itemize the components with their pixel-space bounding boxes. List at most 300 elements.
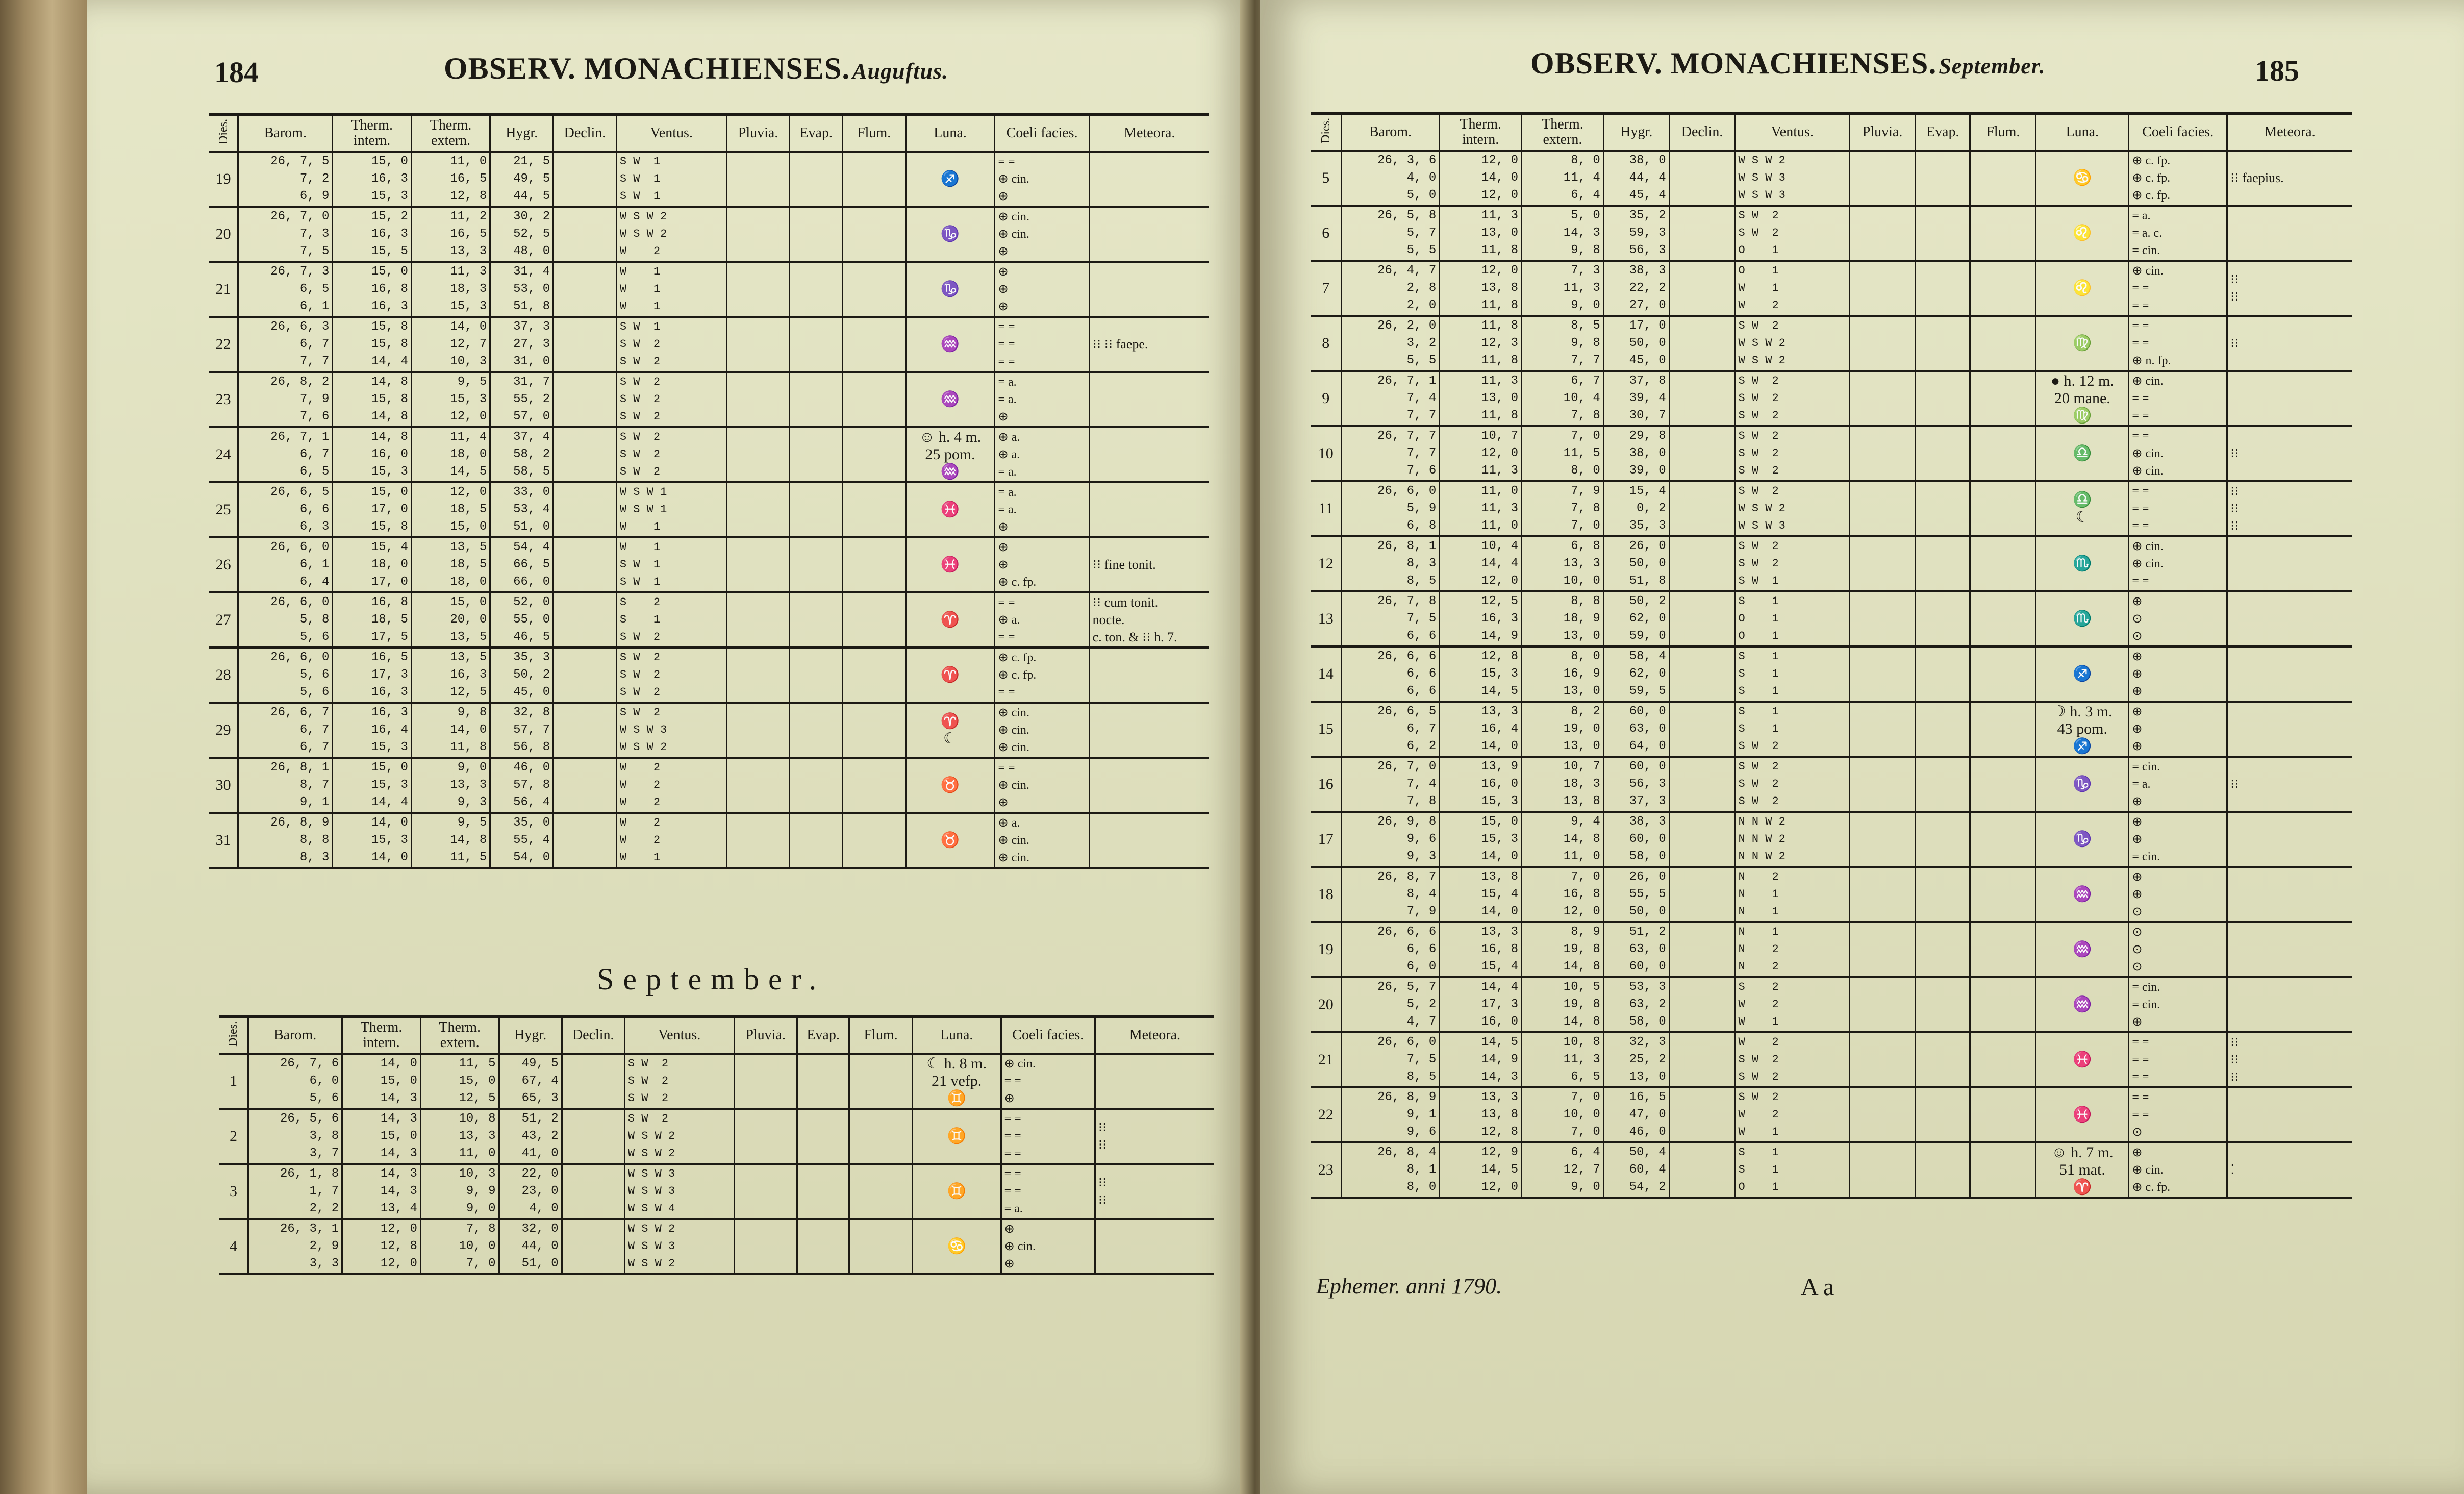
moon-cell: ♓ <box>2036 1087 2129 1142</box>
evaporation-cell <box>797 1164 849 1219</box>
barometer-cell: 26, 6, 0 6, 1 6, 4 <box>238 537 333 592</box>
evaporation-cell <box>1915 646 1970 702</box>
river-cell <box>842 372 906 427</box>
moon-cell: ♒ <box>2036 977 2129 1032</box>
moon-cell: ♓ <box>2036 1032 2129 1087</box>
table-row <box>1311 481 2352 536</box>
meteora-cell <box>2227 206 2352 261</box>
day-cell: 21 <box>209 262 238 317</box>
therm-intern-cell: 15, 0 16, 8 16, 3 <box>333 262 411 317</box>
therm-extern-cell: 8, 5 9, 8 7, 7 <box>1522 316 1604 371</box>
therm-intern-cell: 16, 3 16, 4 15, 3 <box>333 703 411 758</box>
declination-cell <box>1669 426 1735 481</box>
footer-note: Ephemer. anni 1790. <box>1316 1274 1502 1299</box>
table-header <box>219 1017 1214 1054</box>
column-header: Luna. <box>2036 114 2129 151</box>
sky-cell: ⊕ cin. = = = = <box>2129 261 2227 316</box>
river-cell <box>1970 1142 2036 1198</box>
rain-cell <box>726 317 790 372</box>
evaporation-cell <box>790 482 842 537</box>
table-row <box>1311 426 2352 481</box>
column-header: Barom. <box>248 1017 342 1054</box>
right-page <box>1260 0 2464 1494</box>
column-header: Dies. <box>209 115 238 152</box>
barometer-cell: 26, 9, 8 9, 6 9, 3 <box>1341 812 1440 867</box>
meteora-cell <box>1089 152 1209 207</box>
therm-extern-cell: 8, 0 11, 4 6, 4 <box>1522 151 1604 206</box>
declination-cell <box>1669 702 1735 757</box>
therm-intern-cell: 11, 8 12, 3 11, 8 <box>1440 316 1522 371</box>
evaporation-cell <box>1915 261 1970 316</box>
moon-cell: ☺ h. 4 m. 25 pom. ♒ <box>906 427 995 482</box>
river-cell <box>842 592 906 648</box>
table-row <box>209 372 1209 427</box>
sky-cell: ⊕ ⊕ ⊕ <box>995 262 1089 317</box>
table-row <box>209 152 1209 207</box>
rain-cell <box>1850 481 1916 536</box>
barometer-cell: 26, 6, 0 5, 8 5, 6 <box>238 592 333 648</box>
evaporation-cell <box>797 1054 849 1109</box>
evaporation-cell <box>790 207 842 262</box>
barometer-cell: 26, 6, 6 6, 6 6, 0 <box>1341 922 1440 977</box>
meteora-cell <box>2227 702 2352 757</box>
hygrometer-cell: 35, 3 50, 2 45, 0 <box>490 648 554 703</box>
barometer-cell: 26, 8, 9 9, 1 9, 6 <box>1341 1087 1440 1142</box>
therm-intern-cell: 15, 8 15, 8 14, 4 <box>333 317 411 372</box>
table-row <box>1311 867 2352 922</box>
day-cell: 24 <box>209 427 238 482</box>
therm-intern-cell: 15, 0 17, 0 15, 8 <box>333 482 411 537</box>
hygrometer-cell: 38, 3 22, 2 27, 0 <box>1603 261 1669 316</box>
sky-cell: = cin. = a. ⊕ <box>2129 757 2227 812</box>
hygrometer-cell: 35, 2 59, 3 56, 3 <box>1603 206 1669 261</box>
therm-extern-cell: 9, 8 14, 0 11, 8 <box>411 703 490 758</box>
table-row <box>209 207 1209 262</box>
river-cell <box>849 1219 912 1274</box>
rain-cell <box>1850 867 1916 922</box>
column-header: Meteora. <box>2227 114 2352 151</box>
day-cell: 22 <box>1311 1087 1341 1142</box>
column-header: Therm. intern. <box>333 115 411 152</box>
wind-cell: O 1 W 1 W 2 <box>1735 261 1850 316</box>
wind-cell: W S W 3 W S W 3 W S W 4 <box>624 1164 734 1219</box>
meteora-cell: ⁝⁝ ⁝⁝ ⁝⁝ <box>2227 481 2352 536</box>
therm-intern-cell: 13, 9 16, 0 15, 3 <box>1440 757 1522 812</box>
wind-cell: S W 1 S W 1 S W 1 <box>616 152 726 207</box>
barometer-cell: 26, 7, 7 7, 7 7, 6 <box>1341 426 1440 481</box>
moon-cell: ● h. 12 m. 20 mane. ♍ <box>2036 371 2129 426</box>
table-row <box>219 1109 1214 1164</box>
table-row <box>1311 646 2352 702</box>
sky-cell: ⊕ ⊕ ⊙ <box>2129 867 2227 922</box>
therm-extern-cell: 7, 3 11, 3 9, 0 <box>1522 261 1604 316</box>
wind-cell: S W 2 W S W 2 W S W 2 <box>1735 316 1850 371</box>
declination-cell <box>554 427 617 482</box>
hygrometer-cell: 53, 3 63, 2 58, 0 <box>1603 977 1669 1032</box>
therm-intern-cell: 12, 9 14, 5 12, 0 <box>1440 1142 1522 1198</box>
meteora-cell <box>1095 1054 1214 1109</box>
therm-extern-cell: 10, 3 9, 9 9, 0 <box>420 1164 499 1219</box>
wind-cell: W S W 1 W S W 1 W 1 <box>616 482 726 537</box>
day-cell: 30 <box>209 758 238 813</box>
moon-cell: ♏ <box>2036 591 2129 646</box>
river-cell <box>1970 867 2036 922</box>
therm-intern-cell: 12, 8 15, 3 14, 5 <box>1440 646 1522 702</box>
hygrometer-cell: 50, 2 62, 0 59, 0 <box>1603 591 1669 646</box>
moon-cell: ♒ <box>2036 922 2129 977</box>
barometer-cell: 26, 3, 1 2, 9 3, 3 <box>248 1219 342 1274</box>
river-cell <box>1970 1087 2036 1142</box>
rain-cell <box>1850 812 1916 867</box>
day-cell: 15 <box>1311 702 1341 757</box>
moon-cell: ♐ <box>906 152 995 207</box>
hygrometer-cell: 32, 3 25, 2 13, 0 <box>1603 1032 1669 1087</box>
moon-cell: ♑ <box>906 207 995 262</box>
table-row <box>1311 1087 2352 1142</box>
wind-cell: W S W 2 W S W 3 W S W 3 <box>1735 151 1850 206</box>
wind-cell: S W 2 S W 2 S W 2 <box>616 427 726 482</box>
table-row <box>209 317 1209 372</box>
therm-intern-cell: 14, 3 15, 0 14, 3 <box>342 1109 421 1164</box>
therm-extern-cell: 7, 0 10, 0 7, 0 <box>1522 1087 1604 1142</box>
sky-cell: ⊕ c. fp. ⊕ c. fp. = = <box>995 648 1089 703</box>
day-cell: 8 <box>1311 316 1341 371</box>
column-header: Hygr. <box>490 115 554 152</box>
meteora-cell: ⁝⁝ <box>2227 426 2352 481</box>
wind-cell: S 1 S 1 S W 2 <box>1735 702 1850 757</box>
evaporation-cell <box>1915 481 1970 536</box>
wind-cell: W 2 W 2 W 2 <box>616 758 726 813</box>
therm-extern-cell: 7, 8 10, 0 7, 0 <box>420 1219 499 1274</box>
therm-intern-cell: 12, 0 14, 0 12, 0 <box>1440 151 1522 206</box>
book-edge <box>0 0 87 1494</box>
page-number-left: 184 <box>214 56 259 89</box>
evaporation-cell <box>1915 426 1970 481</box>
river-cell <box>1970 206 2036 261</box>
day-cell: 22 <box>209 317 238 372</box>
therm-extern-cell: 5, 0 14, 3 9, 8 <box>1522 206 1604 261</box>
sky-cell: = = = = = = <box>2129 481 2227 536</box>
therm-intern-cell: 16, 8 18, 5 17, 5 <box>333 592 411 648</box>
day-cell: 5 <box>1311 151 1341 206</box>
hygrometer-cell: 29, 8 38, 0 39, 0 <box>1603 426 1669 481</box>
table-header <box>1311 114 2352 151</box>
table-row <box>1311 922 2352 977</box>
rain-cell <box>734 1164 797 1219</box>
barometer-cell: 26, 8, 1 8, 7 9, 1 <box>238 758 333 813</box>
hygrometer-cell: 60, 0 56, 3 37, 3 <box>1603 757 1669 812</box>
river-cell <box>849 1164 912 1219</box>
sky-cell: ⊕ ⊕ ⊕ c. fp. <box>995 537 1089 592</box>
moon-cell: ♎ ☾ <box>2036 481 2129 536</box>
day-cell: 20 <box>1311 977 1341 1032</box>
moon-cell: ♒ <box>906 317 995 372</box>
moon-cell: ♍ <box>2036 316 2129 371</box>
sky-cell: = = = = = a. <box>1001 1164 1095 1219</box>
table-row <box>1311 316 2352 371</box>
evaporation-cell <box>1915 316 1970 371</box>
declination-cell <box>1669 977 1735 1032</box>
sky-cell: ⊕ c. fp. ⊕ c. fp. ⊕ c. fp. <box>2129 151 2227 206</box>
observation-table-august <box>209 113 1209 869</box>
meteora-cell <box>2227 922 2352 977</box>
wind-cell: S 2 W 2 W 1 <box>1735 977 1850 1032</box>
therm-intern-cell: 12, 0 12, 8 12, 0 <box>342 1219 421 1274</box>
rain-cell <box>1850 702 1916 757</box>
rain-cell <box>726 537 790 592</box>
declination-cell <box>1669 757 1735 812</box>
meteora-cell: ⁝⁝ <box>2227 757 2352 812</box>
rain-cell <box>1850 426 1916 481</box>
river-cell <box>842 813 906 868</box>
rain-cell <box>1850 591 1916 646</box>
column-header: Flum. <box>849 1017 912 1054</box>
table-row <box>1311 536 2352 591</box>
evaporation-cell <box>790 537 842 592</box>
sky-cell: ⊕ ⊙ ⊙ <box>2129 591 2227 646</box>
column-header: Coeli facies. <box>1001 1017 1095 1054</box>
table-row <box>209 813 1209 868</box>
running-head-left <box>444 51 948 86</box>
river-cell <box>842 648 906 703</box>
barometer-cell: 26, 5, 8 5, 7 5, 5 <box>1341 206 1440 261</box>
declination-cell <box>1669 316 1735 371</box>
therm-extern-cell: 11, 0 16, 5 12, 8 <box>411 152 490 207</box>
therm-intern-cell: 13, 3 16, 8 15, 4 <box>1440 922 1522 977</box>
sky-cell: ⊕ ⊕ = cin. <box>2129 812 2227 867</box>
meteora-cell <box>2227 646 2352 702</box>
table-row <box>209 262 1209 317</box>
hygrometer-cell: 33, 0 53, 4 51, 0 <box>490 482 554 537</box>
hygrometer-cell: 22, 0 23, 0 4, 0 <box>499 1164 562 1219</box>
meteora-cell <box>2227 812 2352 867</box>
rain-cell <box>726 262 790 317</box>
column-header: Luna. <box>906 115 995 152</box>
evaporation-cell <box>790 372 842 427</box>
declination-cell <box>1669 481 1735 536</box>
therm-intern-cell: 11, 3 13, 0 11, 8 <box>1440 371 1522 426</box>
therm-intern-cell: 14, 8 16, 0 15, 3 <box>333 427 411 482</box>
barometer-cell: 26, 6, 7 6, 7 6, 7 <box>238 703 333 758</box>
therm-intern-cell: 14, 3 14, 3 13, 4 <box>342 1164 421 1219</box>
observation-table-september-cont <box>1311 112 2352 1199</box>
sky-cell: ⊕ cin. = = = = <box>2129 371 2227 426</box>
sky-cell: = a. = a. ⊕ <box>995 482 1089 537</box>
day-cell: 25 <box>209 482 238 537</box>
therm-extern-cell: 15, 0 20, 0 13, 5 <box>411 592 490 648</box>
table-row <box>219 1054 1214 1109</box>
barometer-cell: 26, 6, 0 5, 6 5, 6 <box>238 648 333 703</box>
barometer-cell: 26, 6, 5 6, 6 6, 3 <box>238 482 333 537</box>
hygrometer-cell: 35, 0 55, 4 54, 0 <box>490 813 554 868</box>
column-header: Meteora. <box>1089 115 1209 152</box>
therm-extern-cell: 13, 5 16, 3 12, 5 <box>411 648 490 703</box>
evaporation-cell <box>1915 536 1970 591</box>
table-row <box>209 758 1209 813</box>
sky-cell: ⊙ ⊙ ⊙ <box>2129 922 2227 977</box>
sky-cell: = = = = = = <box>1001 1109 1095 1164</box>
running-head-month: Auguftus. <box>852 59 949 84</box>
sky-cell: = = = = = = <box>995 317 1089 372</box>
hygrometer-cell: 32, 8 57, 7 56, 8 <box>490 703 554 758</box>
column-header: Evap. <box>790 115 842 152</box>
hygrometer-cell: 46, 0 57, 8 56, 4 <box>490 758 554 813</box>
meteora-cell: ⁝⁝ ⁝⁝ faepe. <box>1089 317 1209 372</box>
sky-cell: = = = = ⊙ <box>2129 1087 2227 1142</box>
moon-cell: ♎ <box>2036 426 2129 481</box>
column-header: Dies. <box>1311 114 1341 151</box>
meteora-cell: ⁝⁝ ⁝⁝ <box>2227 261 2352 316</box>
hygrometer-cell: 17, 0 50, 0 45, 0 <box>1603 316 1669 371</box>
day-cell: 28 <box>209 648 238 703</box>
therm-extern-cell: 12, 0 18, 5 15, 0 <box>411 482 490 537</box>
evaporation-cell <box>1915 702 1970 757</box>
day-cell: 31 <box>209 813 238 868</box>
moon-cell: ♏ <box>2036 536 2129 591</box>
day-cell: 18 <box>1311 867 1341 922</box>
declination-cell <box>1669 591 1735 646</box>
declination-cell <box>554 537 617 592</box>
river-cell <box>849 1109 912 1164</box>
wind-cell: W S W 2 W S W 3 W S W 2 <box>624 1219 734 1274</box>
rain-cell <box>726 152 790 207</box>
hygrometer-cell: 31, 7 55, 2 57, 0 <box>490 372 554 427</box>
river-cell <box>1970 481 2036 536</box>
hygrometer-cell: 51, 2 43, 2 41, 0 <box>499 1109 562 1164</box>
barometer-cell: 26, 7, 6 6, 0 5, 6 <box>248 1054 342 1109</box>
table-row <box>209 648 1209 703</box>
wind-cell: N 1 N 2 N 2 <box>1735 922 1850 977</box>
sky-cell: ⊕ ⊕ ⊕ <box>2129 646 2227 702</box>
therm-extern-cell: 9, 5 14, 8 11, 5 <box>411 813 490 868</box>
river-cell <box>1970 591 2036 646</box>
wind-cell: S 1 S 1 S 1 <box>1735 646 1850 702</box>
wind-cell: S 1 O 1 O 1 <box>1735 591 1850 646</box>
barometer-cell: 26, 1, 8 1, 7 2, 2 <box>248 1164 342 1219</box>
wind-cell: S 1 S 1 O 1 <box>1735 1142 1850 1198</box>
barometer-cell: 26, 7, 5 7, 2 6, 9 <box>238 152 333 207</box>
declination-cell <box>1669 867 1735 922</box>
evaporation-cell <box>1915 977 1970 1032</box>
therm-extern-cell: 7, 0 16, 8 12, 0 <box>1522 867 1604 922</box>
river-cell <box>842 537 906 592</box>
meteora-cell <box>1089 758 1209 813</box>
declination-cell <box>1669 536 1735 591</box>
meteora-cell <box>1089 262 1209 317</box>
day-cell: 6 <box>1311 206 1341 261</box>
evaporation-cell <box>1915 1032 1970 1087</box>
therm-intern-cell: 12, 0 13, 8 11, 8 <box>1440 261 1522 316</box>
moon-cell: ♈ ☾ <box>906 703 995 758</box>
evaporation-cell <box>790 703 842 758</box>
table-row <box>1311 591 2352 646</box>
day-cell: 2 <box>219 1109 248 1164</box>
barometer-cell: 26, 5, 7 5, 2 4, 7 <box>1341 977 1440 1032</box>
declination-cell <box>1669 1087 1735 1142</box>
therm-extern-cell: 10, 7 18, 3 13, 8 <box>1522 757 1604 812</box>
rain-cell <box>734 1219 797 1274</box>
therm-extern-cell: 9, 5 15, 3 12, 0 <box>411 372 490 427</box>
therm-intern-cell: 11, 3 13, 0 11, 8 <box>1440 206 1522 261</box>
declination-cell <box>1669 1142 1735 1198</box>
barometer-cell: 26, 7, 0 7, 4 7, 8 <box>1341 757 1440 812</box>
meteora-cell: ⁝⁝ ⁝⁝ <box>1095 1109 1214 1164</box>
evaporation-cell <box>790 648 842 703</box>
sky-cell: = = ⊕ cin. ⊕ <box>995 758 1089 813</box>
wind-cell: S W 2 W S W 2 W S W 2 <box>624 1109 734 1164</box>
barometer-cell: 26, 2, 0 3, 2 5, 5 <box>1341 316 1440 371</box>
hygrometer-cell: 26, 0 55, 5 50, 0 <box>1603 867 1669 922</box>
meteora-cell <box>2227 591 2352 646</box>
river-cell <box>1970 261 2036 316</box>
wind-cell: S W 2 S W 2 S W 1 <box>1735 536 1850 591</box>
day-cell: 23 <box>209 372 238 427</box>
column-header: Therm. extern. <box>411 115 490 152</box>
column-header: Flum. <box>842 115 906 152</box>
therm-extern-cell: 8, 0 16, 9 13, 0 <box>1522 646 1604 702</box>
sky-cell: = = = = = = <box>2129 1032 2227 1087</box>
sky-cell: ⊕ cin. = = ⊕ <box>1001 1054 1095 1109</box>
declination-cell <box>1669 371 1735 426</box>
sky-cell: = cin. = cin. ⊕ <box>2129 977 2227 1032</box>
day-cell: 16 <box>1311 757 1341 812</box>
moon-cell: ♈ <box>906 648 995 703</box>
river-cell <box>1970 371 2036 426</box>
meteora-cell <box>1089 648 1209 703</box>
therm-intern-cell: 15, 2 16, 3 15, 5 <box>333 207 411 262</box>
wind-cell: W S W 2 W S W 2 W 2 <box>616 207 726 262</box>
column-header: Ventus. <box>624 1017 734 1054</box>
barometer-cell: 26, 7, 1 7, 4 7, 7 <box>1341 371 1440 426</box>
therm-extern-cell: 14, 0 12, 7 10, 3 <box>411 317 490 372</box>
declination-cell <box>554 703 617 758</box>
sky-cell: ⊕ ⊕ cin. ⊕ c. fp. <box>2129 1142 2227 1198</box>
barometer-cell: 26, 7, 8 7, 5 6, 6 <box>1341 591 1440 646</box>
moon-cell: ♓ <box>906 537 995 592</box>
table-row <box>1311 702 2352 757</box>
column-header: Declin. <box>1669 114 1735 151</box>
rain-cell <box>1850 261 1916 316</box>
therm-extern-cell: 6, 8 13, 3 10, 0 <box>1522 536 1604 591</box>
declination-cell <box>562 1164 624 1219</box>
hygrometer-cell: 32, 0 44, 0 51, 0 <box>499 1219 562 1274</box>
therm-intern-cell: 14, 0 15, 3 14, 0 <box>333 813 411 868</box>
river-cell <box>1970 702 2036 757</box>
sky-cell: = = ⊕ cin. ⊕ <box>995 152 1089 207</box>
moon-cell: ♈ <box>906 592 995 648</box>
therm-intern-cell: 16, 5 17, 3 16, 3 <box>333 648 411 703</box>
table-row <box>1311 812 2352 867</box>
rain-cell <box>726 207 790 262</box>
evaporation-cell <box>1915 1142 1970 1198</box>
therm-extern-cell: 10, 8 13, 3 11, 0 <box>420 1109 499 1164</box>
moon-cell: ♓ <box>906 482 995 537</box>
hygrometer-cell: 51, 2 63, 0 60, 0 <box>1603 922 1669 977</box>
therm-extern-cell: 13, 5 18, 5 18, 0 <box>411 537 490 592</box>
hygrometer-cell: 37, 8 39, 4 30, 7 <box>1603 371 1669 426</box>
sky-cell: ⊕ a. ⊕ cin. ⊕ cin. <box>995 813 1089 868</box>
evaporation-cell <box>1915 151 1970 206</box>
hygrometer-cell: 50, 4 60, 4 54, 2 <box>1603 1142 1669 1198</box>
barometer-cell: 26, 8, 4 8, 1 8, 0 <box>1341 1142 1440 1198</box>
therm-extern-cell: 11, 4 18, 0 14, 5 <box>411 427 490 482</box>
table-row <box>209 482 1209 537</box>
therm-extern-cell: 8, 2 19, 0 13, 0 <box>1522 702 1604 757</box>
therm-intern-cell: 13, 3 16, 4 14, 0 <box>1440 702 1522 757</box>
hygrometer-cell: 38, 0 44, 4 45, 4 <box>1603 151 1669 206</box>
barometer-cell: 26, 7, 0 7, 3 7, 5 <box>238 207 333 262</box>
table-row <box>219 1219 1214 1274</box>
